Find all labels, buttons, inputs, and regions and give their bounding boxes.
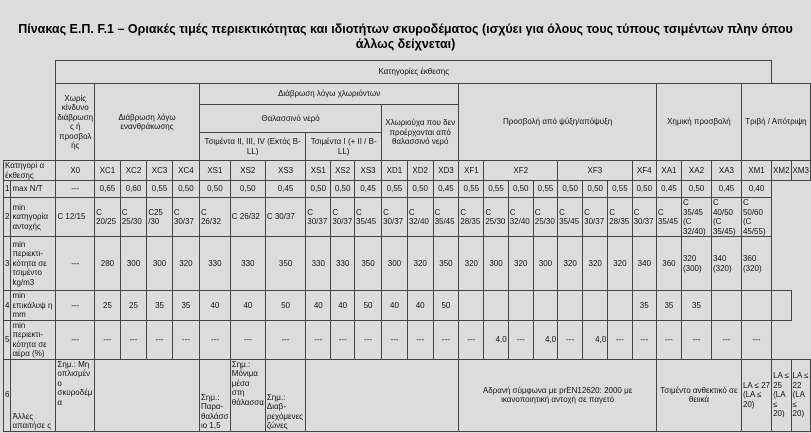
row_min_air-cell: --- bbox=[56, 320, 95, 359]
row_min_cover-cell bbox=[583, 291, 608, 321]
row_min_air-number: 5 bbox=[4, 320, 11, 359]
row_min_cover-cell: 35 bbox=[656, 291, 681, 321]
row_min_class-cell: C 35/45 (C 32/40) bbox=[681, 198, 711, 237]
row_min_class-cell: C 35/45 bbox=[355, 198, 382, 237]
chlorides-non-sea-header: Χλωριούχα που δεν προέρχονται από θαλασσινό νερό bbox=[382, 105, 459, 161]
row_max_wc-cell: 0,50 bbox=[632, 181, 656, 198]
exposure-code-13: XD3 bbox=[433, 161, 459, 181]
row_min_air-cell: --- bbox=[656, 320, 681, 359]
row_min_class-cell: C 26/32 bbox=[199, 198, 230, 237]
row_max_wc-cell: 0,50 bbox=[508, 181, 533, 198]
exposure-code-3: XC3 bbox=[147, 161, 173, 181]
row_min_cement-cell: 360 bbox=[656, 237, 681, 291]
xf-aggregate-note: Αδρανή σύμφωνα με prEN12620: 2000 με ικανοποιητική αντοχή σε παγετό bbox=[459, 359, 657, 431]
row_min_cement-cell: 320 bbox=[558, 237, 583, 291]
row_min_air-cell: --- bbox=[172, 320, 199, 359]
row-min-cement-content bbox=[4, 237, 811, 291]
exposure-code-15: XF2 bbox=[484, 161, 558, 181]
exposure-code-6: XS2 bbox=[230, 161, 265, 181]
exposure-code-20: XA3 bbox=[711, 161, 741, 181]
xa-cement-note: Τσιμέντο ανθεκτικό σε θειικά bbox=[656, 359, 741, 431]
row-min-strength-class bbox=[4, 198, 811, 237]
row_min_class-cell: C 30/37 bbox=[306, 198, 331, 237]
row_max_wc-cell: 0,45 bbox=[355, 181, 382, 198]
xm1-note: LA ≤ 27 (LA ≤ 20) bbox=[741, 359, 771, 431]
row_min_air-label: min περιεκτι-κότητα σε αέρα (%) bbox=[11, 320, 56, 359]
codes-row bbox=[4, 161, 811, 181]
category-label: Κατηγορί α έκθεσης bbox=[4, 161, 56, 181]
row_min_cement-cell: 300 bbox=[484, 237, 508, 291]
chemical-attack-header: Χημική προσβολή bbox=[656, 84, 741, 161]
row_max_wc-cell: 0,45 bbox=[265, 181, 305, 198]
row_min_cover-cell: 50 bbox=[265, 291, 305, 321]
exposure-code-8: XS1 bbox=[306, 161, 331, 181]
row_min_air-cell: 4,0 bbox=[484, 320, 508, 359]
row_min_cement-cell: 300 bbox=[533, 237, 557, 291]
row_min_class-cell: C 30/37 bbox=[632, 198, 656, 237]
row-6-number: 6 bbox=[4, 359, 11, 431]
row_min_cement-cell: 360 (320) bbox=[741, 237, 771, 291]
cement-1-header: Τσιμέντα Ι (+ ΙΙ / Β-LL) bbox=[306, 133, 382, 161]
row_min_cover-cell: 35 bbox=[681, 291, 711, 321]
row_min_air-cell: --- bbox=[711, 320, 741, 359]
row_min_air-cell: --- bbox=[265, 320, 305, 359]
row_max_wc-cell: 0,60 bbox=[120, 181, 146, 198]
row_min_cement-cell: 330 bbox=[199, 237, 230, 291]
row_min_cover-cell: 40 bbox=[230, 291, 265, 321]
exposure-code-0: X0 bbox=[56, 161, 95, 181]
exposure-code-9: XS2 bbox=[331, 161, 355, 181]
row_max_wc-number: 1 bbox=[4, 181, 11, 198]
row_min_air-cell: --- bbox=[199, 320, 230, 359]
row_min_air-cell: 4,0 bbox=[583, 320, 608, 359]
exposure-code-10: XS3 bbox=[355, 161, 382, 181]
row_min_cement-cell: 350 bbox=[355, 237, 382, 291]
exposure-code-22: XM2 bbox=[772, 161, 791, 181]
xm2-note: LA ≤ 25 (LA ≤ 20) bbox=[772, 359, 791, 431]
xs2-note: Σημ.: Μόνιμα μέσα στη θάλασσα bbox=[230, 359, 265, 431]
row_max_wc-cell: 0,50 bbox=[199, 181, 230, 198]
row_max_wc-cell: 0,55 bbox=[608, 181, 632, 198]
table-title: Πίνακας Ε.Π. F.1 – Οριακές τιμές περιεκτικότητας και ιδιοτήτων σκυροδέματος (ισχύει για όλους τους τύπους τσιμέντων πλην όπου άλλως δείχνεται) bbox=[18, 22, 793, 51]
row_min_cover-cell: 35 bbox=[632, 291, 656, 321]
carbonation-header: Διάβρωση λόγω ενανθράκωσης bbox=[95, 84, 200, 161]
row_max_wc-label: max N/T bbox=[11, 181, 56, 198]
row_min_class-cell: C25 /30 bbox=[147, 198, 173, 237]
row_min_air-cell: --- bbox=[558, 320, 583, 359]
row_max_wc-cell: 0,45 bbox=[711, 181, 741, 198]
row_min_cover-cell bbox=[608, 291, 632, 321]
row_min_class-cell: C 30/37 bbox=[265, 198, 305, 237]
row_max_wc-cell: 0,55 bbox=[382, 181, 408, 198]
row_min_air-cell: --- bbox=[382, 320, 408, 359]
row_min_cover-cell: 40 bbox=[306, 291, 331, 321]
row_min_class-cell: C 30/37 bbox=[172, 198, 199, 237]
row_min_cover-cell bbox=[711, 291, 741, 321]
row_min_class-cell: C 25/30 bbox=[120, 198, 146, 237]
row_max_wc-cell: 0,45 bbox=[433, 181, 459, 198]
exposure-code-12: XD2 bbox=[407, 161, 433, 181]
row_min_cement-cell: 340 (320) bbox=[711, 237, 741, 291]
row_min_class-cell: C 30/37 bbox=[583, 198, 608, 237]
row_min_cement-cell: 320 bbox=[407, 237, 433, 291]
freeze-thaw-header: Προσβολή από ψύξη/απόψυξη bbox=[459, 84, 657, 161]
row_max_wc-cell: 0,50 bbox=[230, 181, 265, 198]
row_min_cover-cell bbox=[459, 291, 484, 321]
xs3-note: Σημ.: Διαβ-ρεχόμενες ζώνες bbox=[265, 359, 305, 431]
row_min_cement-cell: 320 bbox=[583, 237, 608, 291]
row_max_wc-cell: 0,50 bbox=[172, 181, 199, 198]
row_min_air-cell: --- bbox=[230, 320, 265, 359]
row_min_cover-label: min επικάλυψ η mm bbox=[11, 291, 56, 321]
row_min_class-cell: C 30/37 bbox=[331, 198, 355, 237]
row_min_class-cell: C 32/40 bbox=[407, 198, 433, 237]
row_max_wc-cell: 0,50 bbox=[583, 181, 608, 198]
row_min_class-cell: C 40/50 (C 35/45) bbox=[711, 198, 741, 237]
row_min_class-cell: C 28/35 bbox=[608, 198, 632, 237]
row-6-label: Άλλες απαιτήσε ς bbox=[11, 359, 56, 431]
exposure-code-17: XF4 bbox=[632, 161, 656, 181]
row_min_class-cell: C 50/60 (C 45/55) bbox=[741, 198, 771, 237]
row-max-wc bbox=[4, 181, 811, 198]
row_min_air-cell: --- bbox=[407, 320, 433, 359]
x0-note: Σημ.: Μη οπλισμέν ο σκυροδέμ α bbox=[56, 359, 95, 431]
no-risk-header: Χωρίς κίνδυνο διάβρωση ς ή προσβολ ής bbox=[56, 84, 95, 161]
row_min_cement-cell: 320 bbox=[508, 237, 533, 291]
row_min_cover-cell: 40 bbox=[199, 291, 230, 321]
abrasion-header: Τριβή / Απότριψη bbox=[741, 84, 810, 161]
row_min_cover-cell: 35 bbox=[147, 291, 173, 321]
row_min_class-cell: C 35/45 bbox=[433, 198, 459, 237]
row-min-cover bbox=[4, 291, 811, 321]
row_min_cover-cell bbox=[484, 291, 508, 321]
xs1-note: Σημ.: Παρα-θαλάσσ ιο 1,5 bbox=[199, 359, 230, 431]
row_min_air-cell: --- bbox=[681, 320, 711, 359]
row_min_class-cell: C 25/30 bbox=[484, 198, 508, 237]
row_min_class-cell: C 28/35 bbox=[459, 198, 484, 237]
sea-water-header: Θαλασσινό νερό bbox=[199, 105, 381, 133]
row_min_cover-cell: 40 bbox=[331, 291, 355, 321]
row_min_cover-cell bbox=[508, 291, 533, 321]
header-row-groups bbox=[4, 84, 811, 105]
row_min_cover-cell: 40 bbox=[407, 291, 433, 321]
row_max_wc-cell: 0,50 bbox=[306, 181, 331, 198]
row_min_cement-cell: --- bbox=[56, 237, 95, 291]
row_min_class-cell: C 26/32 bbox=[230, 198, 265, 237]
row_min_cement-cell: 320 bbox=[608, 237, 632, 291]
row_max_wc-cell: 0,55 bbox=[147, 181, 173, 198]
row_min_air-cell: --- bbox=[147, 320, 173, 359]
row_min_air-cell: --- bbox=[632, 320, 656, 359]
exposure-limits-table bbox=[3, 60, 811, 432]
exposure-code-1: XC1 bbox=[95, 161, 121, 181]
row_min_air-cell: --- bbox=[306, 320, 331, 359]
row_max_wc-cell: 0,55 bbox=[484, 181, 508, 198]
row_min_class-label: min κατηγορία αντοχής bbox=[11, 198, 56, 237]
xm3-note: LA ≤ 22 (LA ≤ 20) bbox=[791, 359, 810, 431]
row_min_air-cell: --- bbox=[331, 320, 355, 359]
row_min_air-cell: 4,0 bbox=[533, 320, 557, 359]
row_min_cover-cell: 35 bbox=[172, 291, 199, 321]
header-row-top bbox=[4, 61, 811, 84]
row_min_cement-label: min περιεκτι-κότητα σε τσιμέντο kg/m3 bbox=[11, 237, 56, 291]
exposure-code-23: XM3 bbox=[791, 161, 810, 181]
row_max_wc-cell: 0,40 bbox=[741, 181, 771, 198]
exposure-table-container bbox=[3, 60, 811, 432]
row_min_cement-cell: 300 bbox=[120, 237, 146, 291]
row_min_cement-cell: 350 bbox=[265, 237, 305, 291]
row_min_air-cell: --- bbox=[508, 320, 533, 359]
row_min_cover-cell: 25 bbox=[95, 291, 121, 321]
row_min_cover-cell bbox=[741, 291, 771, 321]
row_min_air-cell: --- bbox=[120, 320, 146, 359]
exposure-code-16: XF3 bbox=[558, 161, 632, 181]
row_min_air-cell: --- bbox=[433, 320, 459, 359]
row_min_cover-cell: 25 bbox=[120, 291, 146, 321]
row_min_cover-cell: 40 bbox=[382, 291, 408, 321]
row_min_class-cell: C 25/30 bbox=[533, 198, 557, 237]
row_max_wc-cell: 0,65 bbox=[95, 181, 121, 198]
chloride-header: Διάβρωση λόγω χλωριόντων bbox=[199, 84, 458, 105]
row_min_cover-cell bbox=[772, 291, 791, 321]
row_min_cement-number: 3 bbox=[4, 237, 11, 291]
row_min_cement-cell: 330 bbox=[331, 237, 355, 291]
cement-2-3-4-header: Τσιμέντα ΙΙ, ΙΙΙ, IV (Εκτός Β-LL) bbox=[199, 133, 305, 161]
row_min_cement-cell: 320 (300) bbox=[681, 237, 711, 291]
row_min_cover-cell: 50 bbox=[355, 291, 382, 321]
exposure-code-14: XF1 bbox=[459, 161, 484, 181]
row_min_cement-cell: 280 bbox=[95, 237, 121, 291]
row_min_air-cell: --- bbox=[741, 320, 771, 359]
row_min_class-cell: C 30/37 bbox=[382, 198, 408, 237]
row_min_cement-cell: 320 bbox=[172, 237, 199, 291]
exposure-code-21: XM1 bbox=[741, 161, 771, 181]
row_min_class-cell: C 20/25 bbox=[95, 198, 121, 237]
row_min_air-cell: --- bbox=[459, 320, 484, 359]
exposure-code-19: XA2 bbox=[681, 161, 711, 181]
row_min_air-cell: --- bbox=[95, 320, 121, 359]
row_max_wc-cell: 0,50 bbox=[407, 181, 433, 198]
exposure-categories-header: Κατηγορίες έκθεσης bbox=[56, 61, 772, 84]
row-min-air-content bbox=[4, 320, 811, 359]
row_min_cement-cell: 300 bbox=[147, 237, 173, 291]
row_max_wc-cell: --- bbox=[56, 181, 95, 198]
row_min_class-cell: C 12/15 bbox=[56, 198, 95, 237]
row_min_cement-cell: 330 bbox=[230, 237, 265, 291]
row_min_cement-cell: 320 bbox=[459, 237, 484, 291]
row_max_wc-cell: 0,55 bbox=[459, 181, 484, 198]
row_min_air-cell: --- bbox=[355, 320, 382, 359]
row_min_cement-cell: 330 bbox=[306, 237, 331, 291]
row_min_class-number: 2 bbox=[4, 198, 11, 237]
exposure-code-18: XA1 bbox=[656, 161, 681, 181]
row_min_cover-cell: --- bbox=[56, 291, 95, 321]
exposure-code-7: XS3 bbox=[265, 161, 305, 181]
row_min_cement-cell: 340 bbox=[632, 237, 656, 291]
row_min_class-cell: C 32/40 bbox=[508, 198, 533, 237]
row_min_air-cell: --- bbox=[608, 320, 632, 359]
row_min_cement-cell: 300 bbox=[382, 237, 408, 291]
row_max_wc-cell: 0,50 bbox=[331, 181, 355, 198]
row_max_wc-cell: 0,50 bbox=[681, 181, 711, 198]
row_max_wc-cell: 0,45 bbox=[656, 181, 681, 198]
row_min_cover-cell bbox=[558, 291, 583, 321]
row_min_cover-number: 4 bbox=[4, 291, 11, 321]
row-other-requirements bbox=[4, 359, 811, 431]
exposure-code-4: XC4 bbox=[172, 161, 199, 181]
row_min_cover-cell: 50 bbox=[433, 291, 459, 321]
row_min_cement-cell: 350 bbox=[433, 237, 459, 291]
row_max_wc-cell: 0,55 bbox=[533, 181, 557, 198]
row_min_class-cell: C 35/45 bbox=[558, 198, 583, 237]
exposure-code-2: XC2 bbox=[120, 161, 146, 181]
row_max_wc-cell: 0,50 bbox=[558, 181, 583, 198]
row_min_cover-cell bbox=[533, 291, 557, 321]
exposure-code-5: XS1 bbox=[199, 161, 230, 181]
row_min_class-cell: C 35/45 bbox=[656, 198, 681, 237]
exposure-code-11: XD1 bbox=[382, 161, 408, 181]
